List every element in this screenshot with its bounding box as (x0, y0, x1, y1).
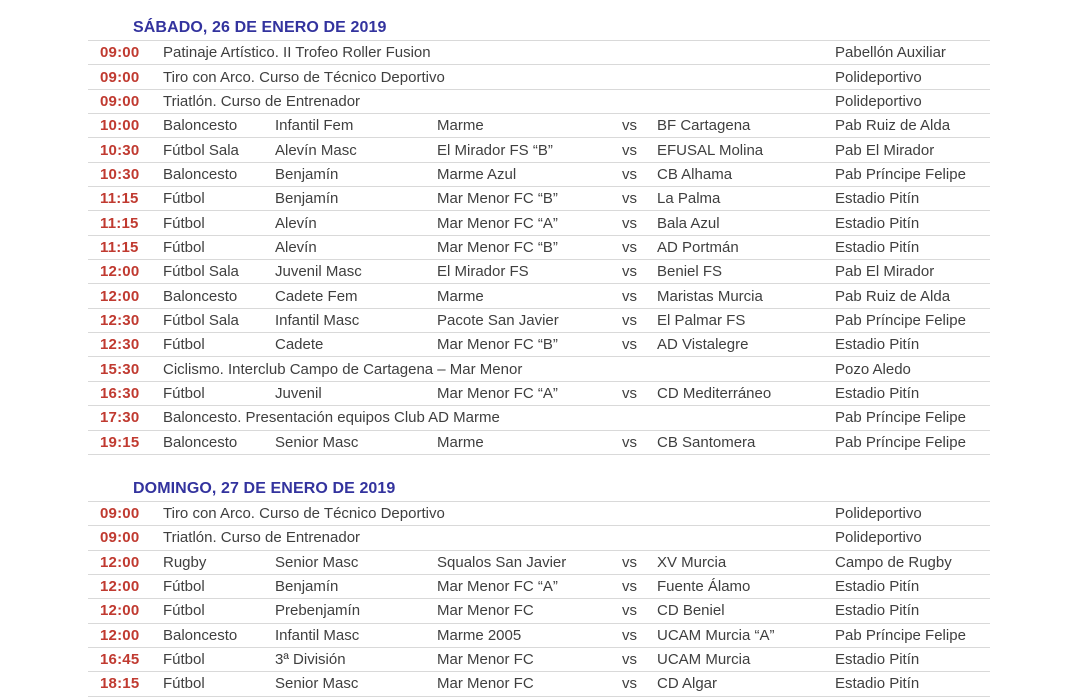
vs-label: vs (622, 336, 637, 354)
sport-cell: Fútbol (163, 578, 205, 596)
venue-cell: Campo de Rugby (835, 553, 952, 571)
time-cell: 12:00 (100, 263, 140, 281)
time-cell: 12:00 (100, 553, 140, 571)
time-cell: 12:00 (100, 287, 140, 305)
time-cell: 09:00 (100, 529, 140, 547)
time-cell: 12:00 (100, 626, 140, 644)
home-team-cell: Pacote San Javier (437, 311, 559, 329)
schedule-rows-block (88, 501, 990, 697)
sport-cell: Fútbol (163, 238, 205, 256)
venue-cell: Estadio Pitín (835, 602, 920, 620)
schedule-row (88, 332, 990, 356)
away-team-cell: Maristas Murcia (657, 287, 763, 305)
vs-label: vs (622, 117, 637, 135)
venue-cell: Estadio Pitín (835, 214, 920, 232)
category-cell: Prebenjamín (275, 602, 361, 620)
home-team-cell: Marme Azul (437, 165, 517, 183)
category-cell: Infantil Masc (275, 311, 360, 329)
event-description-cell: Triatlón. Curso de Entrenador (163, 529, 361, 547)
vs-label: vs (622, 651, 637, 669)
schedule-row (88, 647, 990, 671)
sport-cell: Baloncesto (163, 117, 238, 135)
away-team-cell: AD Vistalegre (657, 336, 749, 354)
time-cell: 09:00 (100, 505, 140, 523)
time-cell: 12:30 (100, 311, 140, 329)
vs-label: vs (622, 238, 637, 256)
event-description-cell: Tiro con Arco. Curso de Técnico Deportivo (163, 505, 445, 523)
home-team-cell: Marme 2005 (437, 626, 522, 644)
vs-label: vs (622, 384, 637, 402)
schedule-row (88, 430, 990, 454)
vs-label: vs (622, 165, 637, 183)
sport-cell: Baloncesto (163, 433, 238, 451)
away-team-cell: CB Alhama (657, 165, 733, 183)
away-team-cell: La Palma (657, 190, 721, 208)
sport-cell: Fútbol Sala (163, 311, 239, 329)
section-title: DOMINGO, 27 DE ENERO DE 2019 (133, 479, 396, 497)
section-gap (88, 455, 990, 477)
sport-cell: Fútbol (163, 190, 205, 208)
sport-cell: Fútbol (163, 602, 205, 620)
vs-label: vs (622, 214, 637, 232)
event-description-cell: Baloncesto. Presentación equipos Club AD Marme (163, 409, 500, 427)
away-team-cell: Bala Azul (657, 214, 720, 232)
time-cell: 19:15 (100, 433, 140, 451)
home-team-cell: Mar Menor FC “B” (437, 336, 558, 354)
category-cell: Benjamín (275, 578, 339, 596)
schedule-row (88, 525, 990, 549)
event-description-cell: Triatlón. Curso de Entrenador (163, 92, 361, 110)
schedule-row (88, 356, 990, 380)
vs-label: vs (622, 675, 637, 693)
time-cell: 11:15 (100, 190, 139, 208)
schedule-document (88, 16, 990, 697)
sport-cell: Fútbol Sala (163, 263, 239, 281)
away-team-cell: CD Mediterráneo (657, 384, 772, 402)
venue-cell: Pab Príncipe Felipe (835, 311, 966, 329)
home-team-cell: Marme (437, 433, 484, 451)
vs-label: vs (622, 578, 637, 596)
venue-cell: Pab Ruiz de Alda (835, 117, 951, 135)
venue-cell: Pab Ruiz de Alda (835, 287, 951, 305)
sport-cell: Fútbol Sala (163, 141, 239, 159)
home-team-cell: El Mirador FS (437, 263, 529, 281)
home-team-cell: Mar Menor FC (437, 651, 534, 669)
category-cell: Senior Masc (275, 553, 359, 571)
venue-cell: Polideportivo (835, 505, 922, 523)
schedule-row (88, 162, 990, 186)
category-cell: Juvenil (275, 384, 322, 402)
time-cell: 09:00 (100, 92, 140, 110)
venue-cell: Estadio Pitín (835, 336, 920, 354)
venue-cell: Pab Príncipe Felipe (835, 165, 966, 183)
venue-cell: Pab El Mirador (835, 263, 935, 281)
vs-label: vs (622, 263, 637, 281)
sport-cell: Fútbol (163, 214, 205, 232)
venue-cell: Polideportivo (835, 68, 922, 86)
schedule-row (88, 405, 990, 429)
time-cell: 11:15 (100, 238, 139, 256)
section-title: SÁBADO, 26 DE ENERO DE 2019 (133, 19, 387, 36)
time-cell: 18:15 (100, 675, 140, 693)
venue-cell: Polideportivo (835, 529, 922, 547)
category-cell: Alevín (275, 214, 317, 232)
away-team-cell: AD Portmán (657, 238, 739, 256)
sport-cell: Fútbol (163, 675, 205, 693)
away-team-cell: CB Santomera (657, 433, 756, 451)
schedule-row (88, 210, 990, 234)
home-team-cell: Squalos San Javier (437, 553, 567, 571)
home-team-cell: Mar Menor FC (437, 675, 534, 693)
time-cell: 16:45 (100, 651, 140, 669)
time-cell: 12:00 (100, 578, 140, 596)
sport-cell: Baloncesto (163, 626, 238, 644)
vs-label: vs (622, 287, 637, 305)
category-cell: Benjamín (275, 190, 339, 208)
time-cell: 15:30 (100, 360, 140, 378)
home-team-cell: Mar Menor FC (437, 602, 534, 620)
venue-cell: Pabellón Auxiliar (835, 44, 946, 62)
sport-cell: Fútbol (163, 384, 205, 402)
category-cell: Senior Masc (275, 433, 359, 451)
category-cell: Alevín Masc (275, 141, 357, 159)
sport-cell: Fútbol (163, 336, 205, 354)
schedule-row (88, 235, 990, 259)
schedule-row (88, 259, 990, 283)
venue-cell: Pab El Mirador (835, 141, 935, 159)
venue-cell: Estadio Pitín (835, 675, 920, 693)
sport-cell: Rugby (163, 553, 207, 571)
away-team-cell: Beniel FS (657, 263, 723, 281)
vs-label: vs (622, 190, 637, 208)
schedule-row (88, 623, 990, 647)
home-team-cell: Mar Menor FC “A” (437, 578, 558, 596)
event-description-cell: Ciclismo. Interclub Campo de Cartagena – Mar Menor (163, 360, 523, 378)
vs-label: vs (622, 553, 637, 571)
schedule-row (88, 501, 990, 525)
vs-label: vs (622, 433, 637, 451)
venue-cell: Pozo Aledo (835, 360, 911, 378)
schedule-row (88, 550, 990, 574)
schedule-row (88, 40, 990, 64)
category-cell: Infantil Fem (275, 117, 354, 135)
venue-cell: Pab Príncipe Felipe (835, 626, 966, 644)
time-cell: 10:30 (100, 141, 140, 159)
time-cell: 11:15 (100, 214, 139, 232)
time-cell: 10:30 (100, 165, 140, 183)
away-team-cell: Fuente Álamo (657, 578, 751, 596)
away-team-cell: BF Cartagena (657, 117, 751, 135)
time-cell: 10:00 (100, 117, 140, 135)
venue-cell: Estadio Pitín (835, 238, 920, 256)
category-cell: 3ª División (275, 651, 346, 669)
time-cell: 16:30 (100, 384, 140, 402)
home-team-cell: Mar Menor FC “B” (437, 190, 558, 208)
sport-cell: Baloncesto (163, 287, 238, 305)
venue-cell: Pab Príncipe Felipe (835, 433, 966, 451)
vs-label: vs (622, 311, 637, 329)
schedule-row (88, 64, 990, 88)
home-team-cell: Marme (437, 117, 484, 135)
venue-cell: Estadio Pitín (835, 384, 920, 402)
vs-label: vs (622, 602, 637, 620)
category-cell: Juvenil Masc (275, 263, 362, 281)
venue-cell: Estadio Pitín (835, 190, 920, 208)
time-cell: 12:00 (100, 602, 140, 620)
home-team-cell: Mar Menor FC “B” (437, 238, 558, 256)
schedule-row (88, 137, 990, 161)
venue-cell: Estadio Pitín (835, 651, 920, 669)
schedule-row (88, 283, 990, 307)
time-cell: 09:00 (100, 44, 140, 62)
away-team-cell: El Palmar FS (657, 311, 746, 329)
event-description-cell: Tiro con Arco. Curso de Técnico Deportivo (163, 68, 445, 86)
away-team-cell: CD Beniel (657, 602, 725, 620)
time-cell: 17:30 (100, 409, 140, 427)
category-cell: Alevín (275, 238, 317, 256)
away-team-cell: UCAM Murcia “A” (657, 626, 775, 644)
away-team-cell: CD Algar (657, 675, 718, 693)
time-cell: 12:30 (100, 336, 140, 354)
schedule-row (88, 308, 990, 332)
event-description-cell: Patinaje Artístico. II Trofeo Roller Fusion (163, 44, 431, 62)
home-team-cell: El Mirador FS “B” (437, 141, 553, 159)
schedule-row (88, 89, 990, 113)
sport-cell: Baloncesto (163, 165, 238, 183)
category-cell: Senior Masc (275, 675, 359, 693)
category-cell: Benjamín (275, 165, 339, 183)
venue-cell: Estadio Pitín (835, 578, 920, 596)
schedule-row (88, 574, 990, 598)
venue-cell: Polideportivo (835, 92, 922, 110)
vs-label: vs (622, 141, 637, 159)
away-team-cell: EFUSAL Molina (657, 141, 764, 159)
home-team-cell: Mar Menor FC “A” (437, 384, 558, 402)
venue-cell: Pab Príncipe Felipe (835, 409, 966, 427)
schedule-rows-block (88, 40, 990, 455)
category-cell: Cadete Fem (275, 287, 358, 305)
schedule-row (88, 598, 990, 622)
schedule-row (88, 381, 990, 405)
away-team-cell: UCAM Murcia (657, 651, 751, 669)
category-cell: Infantil Masc (275, 626, 360, 644)
schedule-row (88, 186, 990, 210)
home-team-cell: Mar Menor FC “A” (437, 214, 558, 232)
home-team-cell: Marme (437, 287, 484, 305)
sport-cell: Fútbol (163, 651, 205, 669)
time-cell: 09:00 (100, 68, 140, 86)
away-team-cell: XV Murcia (657, 553, 727, 571)
schedule-row (88, 113, 990, 137)
category-cell: Cadete (275, 336, 324, 354)
vs-label: vs (622, 626, 637, 644)
